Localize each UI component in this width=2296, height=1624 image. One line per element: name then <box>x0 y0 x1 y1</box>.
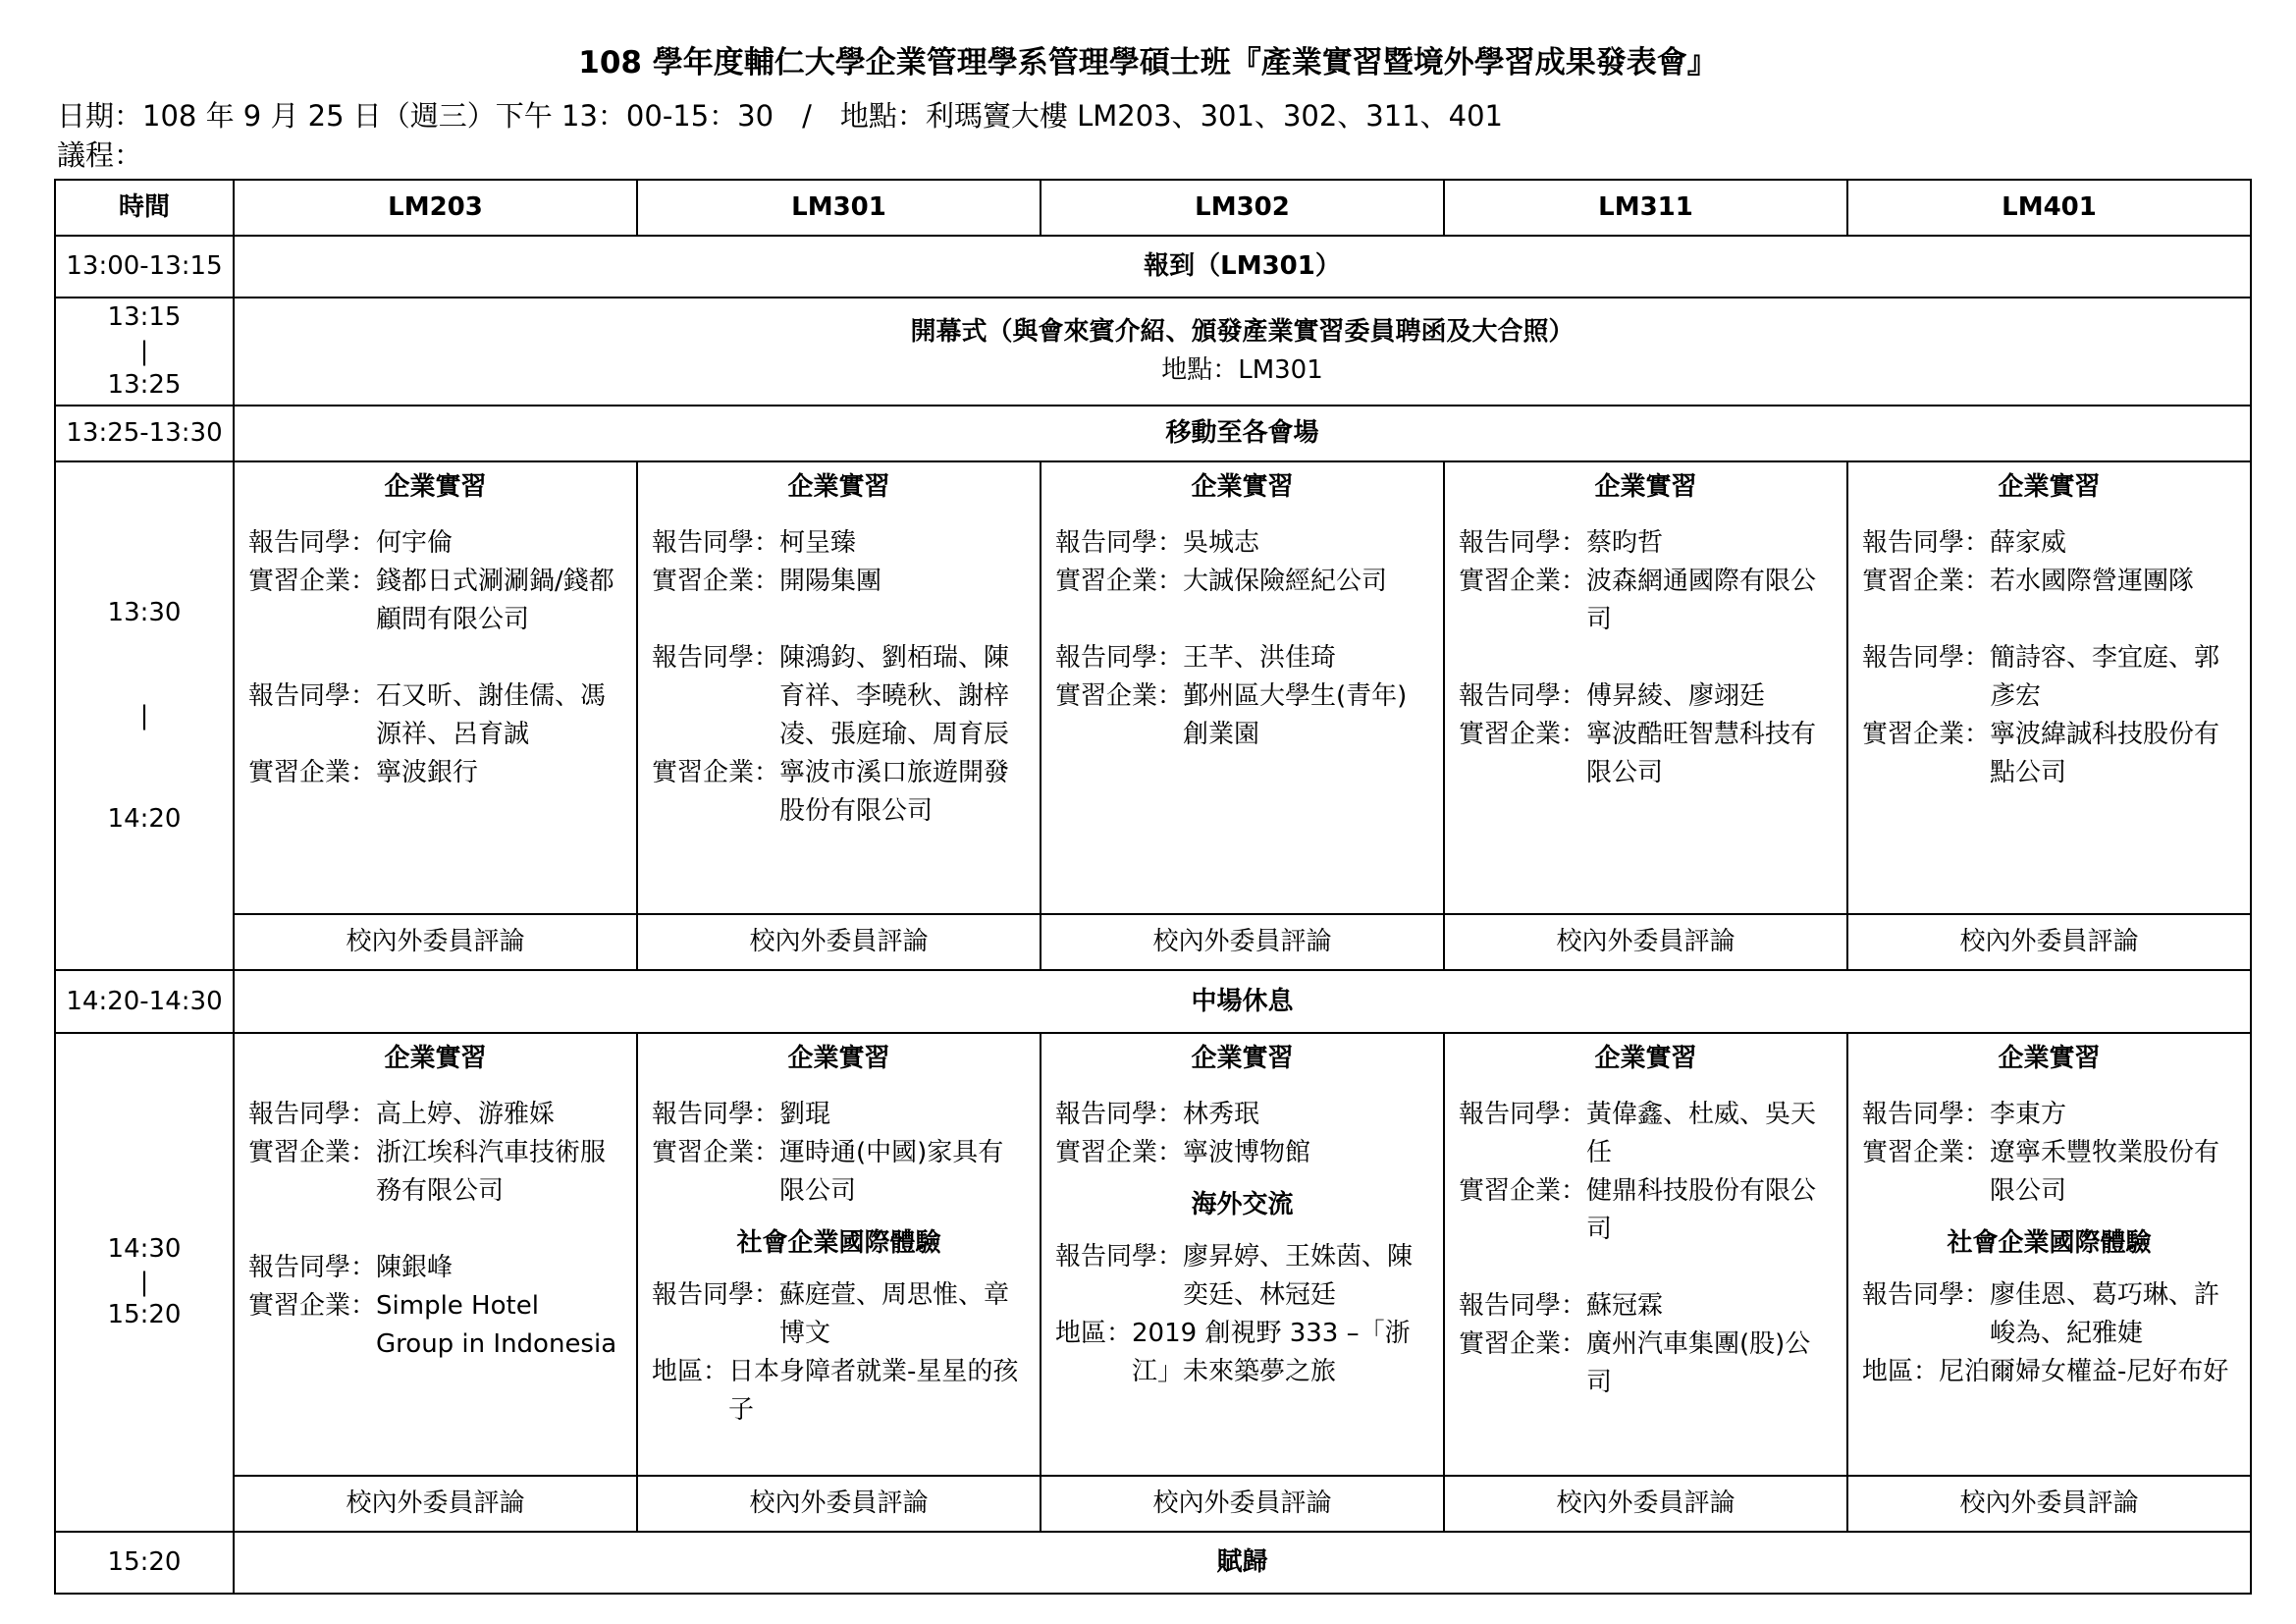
time-separator: | <box>139 337 149 366</box>
time-cell: 14:20-14:30 <box>55 970 234 1033</box>
time-cell <box>55 1033 234 1532</box>
time-end: 15:20 <box>107 1300 182 1329</box>
entry-label: 實習企業： <box>1055 681 1184 711</box>
time-cell: 15:20 <box>55 1532 234 1594</box>
session1-cell-lm301 <box>637 461 1041 914</box>
review-text: 校內外委員評論 <box>1444 914 1847 970</box>
document-title: 108 學年度輔仁大學企業管理學系管理學碩士班『產業實習暨境外學習成果發表會』 <box>578 45 1718 81</box>
entry-value: 吳城志 <box>1183 528 1260 558</box>
cell-type: 企業實習 <box>1998 472 2101 502</box>
cell-type: 企業實習 <box>1594 1044 1697 1073</box>
time-cell <box>55 298 234 406</box>
break-row <box>55 970 2251 1033</box>
entry-value: 蘇庭萱、周思惟、章博文 <box>779 1280 1010 1348</box>
entry <box>1055 1096 1429 1134</box>
entry-value: 薛家威 <box>1990 528 2067 558</box>
session2-cell-lm203 <box>234 1033 637 1476</box>
cell-subheading: 海外交流 <box>1191 1190 1294 1219</box>
entry-value: 林秀珉 <box>1183 1100 1260 1129</box>
entry-value: 遼寧禾豐牧業股份有限公司 <box>1990 1138 2220 1206</box>
review-text: 校內外委員評論 <box>1041 1476 1444 1532</box>
entry-label: 報告同學： <box>1055 643 1184 673</box>
entry <box>1055 639 1429 677</box>
opening-text: 開幕式（與會來賓介紹、頒發產業實習委員聘函及大合照） <box>910 317 1575 347</box>
time-separator: | <box>139 700 149 731</box>
opening-cell <box>234 298 2251 406</box>
entry-value: 寧波銀行 <box>376 758 479 787</box>
entry <box>1459 1172 1833 1249</box>
session1-row <box>55 461 2251 914</box>
entry-value: 劉琨 <box>779 1100 831 1129</box>
cell-type: 企業實習 <box>384 1044 487 1073</box>
entry-label: 實習企業： <box>248 567 377 596</box>
review-text: 校內外委員評論 <box>1444 1476 1847 1532</box>
entry-label: 實習企業： <box>1862 720 1991 749</box>
entry-value: 陳銀峰 <box>376 1253 454 1282</box>
entry <box>248 1134 622 1211</box>
entry-value: Simple Hotel Group in Indonesia <box>376 1291 617 1359</box>
review-text: 校內外委員評論 <box>637 1476 1041 1532</box>
cell-type: 企業實習 <box>787 1044 890 1073</box>
cell-type: 企業實習 <box>1191 472 1294 502</box>
checkin-row <box>55 236 2251 298</box>
entry-label: 報告同學： <box>652 1100 780 1129</box>
entry-label: 報告同學： <box>248 528 377 558</box>
entry-value: 李東方 <box>1990 1100 2067 1129</box>
move-row <box>55 406 2251 461</box>
entry <box>1459 1287 1833 1326</box>
cell-type: 企業實習 <box>1998 1044 2101 1073</box>
entry-label: 實習企業： <box>1459 567 1587 596</box>
opening-row <box>55 298 2251 406</box>
entry <box>1459 716 1833 792</box>
entry-value: 2019 創視野 333 –「浙江」未來築夢之旅 <box>1132 1319 1411 1386</box>
entry-label: 報告同學： <box>1055 1242 1184 1272</box>
entry-label: 實習企業： <box>652 1138 780 1167</box>
header-room: LM401 <box>1847 180 2251 236</box>
session1-cell-lm311 <box>1444 461 1847 914</box>
entry <box>1862 639 2236 716</box>
time-end: 13:25 <box>107 370 182 400</box>
entry <box>652 754 1026 831</box>
entry <box>1055 563 1429 601</box>
entry <box>1862 1096 2236 1134</box>
review-text: 校內外委員評論 <box>234 914 637 970</box>
date-location-line: 日期：108 年 9 月 25 日（週三）下午 13：00-15：30 / 地點：利瑪竇大樓 LM203、301、302、311、401 <box>57 99 1504 133</box>
entry-value: 高上婷、游雅婇 <box>376 1100 556 1129</box>
entry-label: 報告同學： <box>1459 528 1587 558</box>
cell-type: 企業實習 <box>384 472 487 502</box>
entry-label: 報告同學： <box>1055 528 1184 558</box>
header-time: 時間 <box>55 180 234 236</box>
entry-label: 報告同學： <box>1862 528 1991 558</box>
entry-value: 鄞州區大學生(青年)創業園 <box>1183 681 1408 749</box>
entry-label: 報告同學： <box>1459 681 1587 711</box>
header-row <box>55 180 2251 236</box>
entry-label: 實習企業： <box>248 758 377 787</box>
entry <box>652 1096 1026 1134</box>
session1-cell-lm401 <box>1847 461 2251 914</box>
entry-value: 王芊、洪佳琦 <box>1183 643 1337 673</box>
header-room: LM302 <box>1041 180 1444 236</box>
entry-label: 報告同學： <box>1862 1280 1991 1310</box>
entry <box>652 1276 1026 1353</box>
entry-value: 陳鴻鈞、劉栢瑞、陳育祥、李曉秋、謝梓凌、張庭瑜、周育辰 <box>779 643 1010 749</box>
entry <box>652 639 1026 754</box>
session1-cell-lm203 <box>234 461 637 914</box>
entry <box>1862 563 2236 601</box>
session1-review-row <box>55 914 2251 970</box>
entry-value: 寧波市溪口旅遊開發股份有限公司 <box>779 758 1010 826</box>
entry-label: 報告同學： <box>1459 1100 1587 1129</box>
entry-label: 報告同學： <box>652 528 780 558</box>
time-cell <box>55 461 234 970</box>
time-cell: 13:00-13:15 <box>55 236 234 298</box>
agenda-label: 議程： <box>57 138 143 172</box>
entry-value: 寧波博物館 <box>1183 1138 1311 1167</box>
review-text: 校內外委員評論 <box>1847 914 2251 970</box>
entry-label: 報告同學： <box>1055 1100 1184 1129</box>
entry-value: 何宇倫 <box>376 528 454 558</box>
header-room: LM311 <box>1444 180 1847 236</box>
time-cell: 13:25-13:30 <box>55 406 234 461</box>
entry <box>248 754 622 792</box>
closing-row <box>55 1532 2251 1594</box>
entry <box>652 1353 1026 1430</box>
move-text: 移動至各會場 <box>234 406 2251 461</box>
cell-subheading: 社會企業國際體驗 <box>736 1228 941 1258</box>
entry <box>1862 1353 2236 1391</box>
break-text: 中場休息 <box>234 970 2251 1033</box>
entry-label: 報告同學： <box>248 1253 377 1282</box>
entry-value: 石又昕、謝佳儒、馮源祥、呂育誠 <box>376 681 607 749</box>
cell-type: 企業實習 <box>787 472 890 502</box>
cell-subheading: 社會企業國際體驗 <box>1947 1228 2152 1258</box>
entry-value: 簡詩容、李宜庭、郭彥宏 <box>1990 643 2220 711</box>
entry-label: 實習企業： <box>652 567 780 596</box>
entry-value: 寧波緯誠科技股份有點公司 <box>1990 720 2220 787</box>
entry-value: 柯呈臻 <box>779 528 857 558</box>
entry-value: 若水國際營運團隊 <box>1990 567 2195 596</box>
entry-label: 實習企業： <box>1459 720 1587 749</box>
entry-value: 蘇冠霖 <box>1586 1291 1664 1321</box>
session2-cell-lm301 <box>637 1033 1041 1476</box>
entry-label: 地區： <box>1055 1319 1133 1348</box>
entry-value: 黃偉鑫、杜威、吳天任 <box>1586 1100 1817 1167</box>
entry <box>1459 1096 1833 1172</box>
header-room: LM203 <box>234 180 637 236</box>
time-end: 14:20 <box>107 803 182 834</box>
entry-label: 地區： <box>1862 1357 1940 1386</box>
entry <box>1055 1134 1429 1172</box>
entry <box>1459 1326 1833 1402</box>
entry-value: 廣州汽車集團(股)公司 <box>1586 1329 1811 1397</box>
session2-cell-lm302 <box>1041 1033 1444 1476</box>
entry-value: 開陽集團 <box>779 567 882 596</box>
entry-label: 報告同學： <box>248 1100 377 1129</box>
header-room: LM301 <box>637 180 1041 236</box>
review-text: 校內外委員評論 <box>637 914 1041 970</box>
entry <box>248 1287 622 1364</box>
entry-label: 實習企業： <box>248 1138 377 1167</box>
entry-label: 實習企業： <box>1459 1176 1587 1206</box>
entry-label: 實習企業： <box>652 758 780 787</box>
review-text: 校內外委員評論 <box>234 1476 637 1532</box>
time-start: 14:30 <box>107 1234 182 1264</box>
entry <box>652 1134 1026 1211</box>
entry-label: 報告同學： <box>248 681 377 711</box>
entry <box>1055 1315 1429 1391</box>
entry <box>1862 524 2236 563</box>
entry <box>1459 677 1833 716</box>
entry-value: 運時通(中國)家具有限公司 <box>779 1138 1004 1206</box>
time-start: 13:15 <box>107 302 182 332</box>
entry-label: 實習企業： <box>1055 1138 1184 1167</box>
entry-value: 廖昇婷、王姝茵、陳奕廷、林冠廷 <box>1183 1242 1414 1310</box>
entry-value: 日本身障者就業-星星的孩子 <box>728 1357 1019 1425</box>
entry-value: 傅昇綾、廖翊廷 <box>1586 681 1766 711</box>
session2-review-row <box>55 1476 2251 1532</box>
checkin-text: 報到（LM301） <box>234 236 2251 298</box>
entry-value: 蔡昀哲 <box>1586 528 1664 558</box>
cell-type: 企業實習 <box>1594 472 1697 502</box>
entry-value: 尼泊爾婦女權益-尼好布好 <box>1939 1357 2229 1386</box>
review-text: 校內外委員評論 <box>1847 1476 2251 1532</box>
entry-value: 廖佳恩、葛巧琳、許峻為、紀雅婕 <box>1990 1280 2220 1348</box>
entry <box>248 1096 622 1134</box>
session2-row <box>55 1033 2251 1476</box>
session2-cell-lm401 <box>1847 1033 2251 1476</box>
cell-type: 企業實習 <box>1191 1044 1294 1073</box>
entry-label: 實習企業： <box>1862 567 1991 596</box>
review-text: 校內外委員評論 <box>1041 914 1444 970</box>
entry <box>1055 524 1429 563</box>
entry <box>1055 1238 1429 1315</box>
entry-label: 實習企業： <box>1862 1138 1991 1167</box>
closing-text: 賦歸 <box>234 1532 2251 1594</box>
session1-cell-lm302 <box>1041 461 1444 914</box>
entry-value: 波森網通國際有限公司 <box>1586 567 1817 634</box>
entry-value: 浙江埃科汽車技術服務有限公司 <box>376 1138 607 1206</box>
entry-label: 報告同學： <box>1459 1291 1587 1321</box>
entry-label: 報告同學： <box>1862 1100 1991 1129</box>
entry-label: 實習企業： <box>1459 1329 1587 1359</box>
entry-label: 實習企業： <box>1055 567 1184 596</box>
entry-value: 寧波酷旺智慧科技有限公司 <box>1586 720 1817 787</box>
entry <box>248 524 622 563</box>
entry <box>1862 1276 2236 1353</box>
schedule-table <box>54 179 2252 1595</box>
time-start: 13:30 <box>107 597 182 627</box>
time-separator: | <box>139 1268 149 1297</box>
entry <box>652 524 1026 563</box>
entry <box>1459 563 1833 639</box>
entry <box>1459 524 1833 563</box>
entry <box>1055 677 1429 754</box>
entry-label: 報告同學： <box>652 1280 780 1310</box>
entry-label: 報告同學： <box>1862 643 1991 673</box>
session2-cell-lm311 <box>1444 1033 1847 1476</box>
entry <box>652 563 1026 601</box>
entry <box>1862 716 2236 792</box>
entry <box>248 1249 622 1287</box>
entry-value: 大誠保險經紀公司 <box>1183 567 1388 596</box>
entry-label: 實習企業： <box>248 1291 377 1321</box>
entry <box>1862 1134 2236 1211</box>
entry <box>248 563 622 639</box>
entry-label: 報告同學： <box>652 643 780 673</box>
entry-value: 健鼎科技股份有限公司 <box>1586 1176 1817 1244</box>
entry <box>248 677 622 754</box>
entry-value: 錢都日式涮涮鍋/錢都顧問有限公司 <box>376 567 614 634</box>
opening-location: 地點：LM301 <box>1161 355 1323 385</box>
entry-label: 地區： <box>652 1357 729 1386</box>
